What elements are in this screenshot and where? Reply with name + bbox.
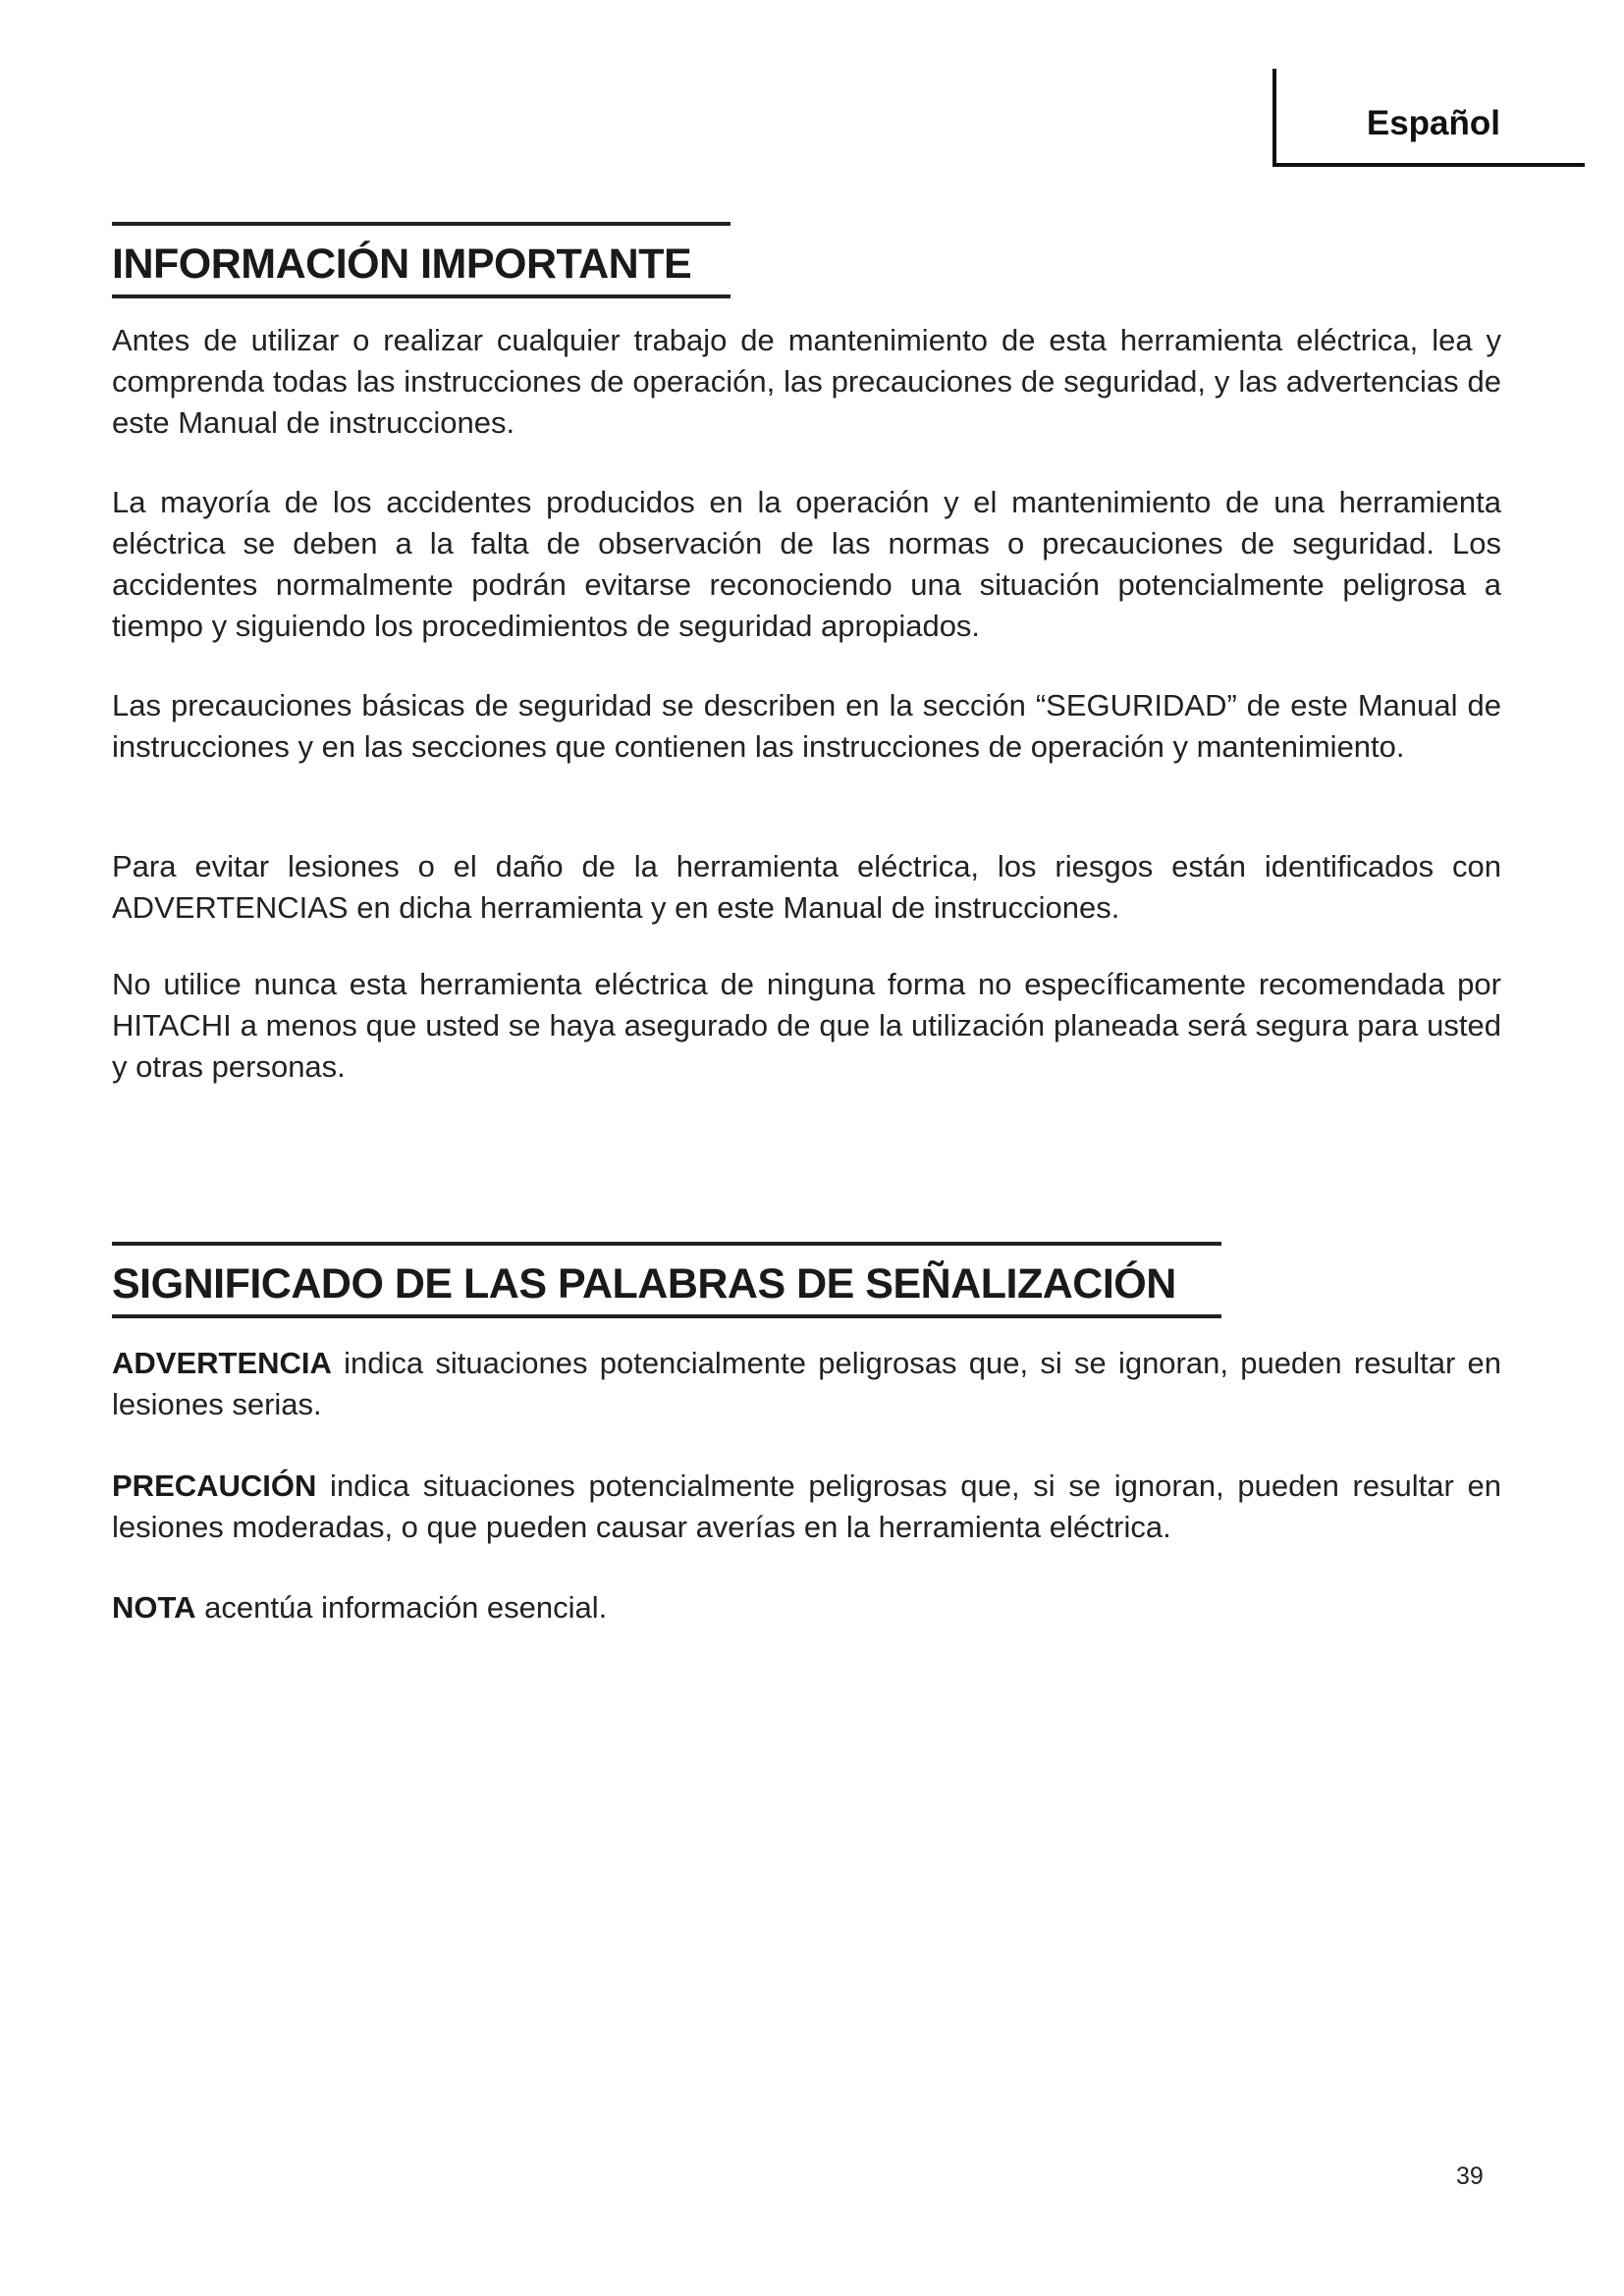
definition-text: indica situaciones potencialmente peligrosas que, si se ignoran, pueden resultar en lesiones moderadas, o que pueden causar averías en la herramienta eléctrica.	[112, 1468, 1501, 1544]
definition-term: NOTA	[112, 1590, 196, 1625]
definition-term: PRECAUCIÓN	[112, 1468, 317, 1503]
definition-text: indica situaciones potencialmente peligrosas que, si se ignoran, pueden resultar en lesiones serias.	[112, 1346, 1501, 1421]
paragraph-hazard-identification: Para evitar lesiones o el daño de la herramienta eléctrica, los riesgos están identificados con ADVERTENCIAS en dicha herramienta y en este Manual de instrucciones.	[112, 849, 1501, 925]
definition-term: ADVERTENCIA	[112, 1346, 332, 1380]
definition-caution	[112, 1466, 1501, 1548]
definition-text: acentúa información esencial.	[195, 1590, 608, 1625]
language-label: Español	[1366, 104, 1500, 142]
section-title-signal-words: SIGNIFICADO DE LAS PALABRAS DE SEÑALIZACIÓN	[112, 1242, 1221, 1318]
paragraph-basic-precautions: Las precauciones básicas de seguridad se describen en la sección “SEGURIDAD” de este Manual de instrucciones y en las secciones que contienen las instrucciones de operación y mantenimiento.	[112, 688, 1501, 764]
definition-note	[112, 1587, 1501, 1629]
paragraph-read-instructions: Antes de utilizar o realizar cualquier trabajo de mantenimiento de esta herramienta eléctrica, lea y comprenda todas las instrucciones de operación, las precauciones de seguridad, y las advertencias de este Manual de instrucciones.	[112, 323, 1501, 440]
definition-warning	[112, 1343, 1501, 1425]
language-tab	[1272, 69, 1585, 167]
page-number: 39	[1456, 2163, 1484, 2190]
paragraph-recommended-use: No utilice nunca esta herramienta eléctrica de ninguna forma no específicamente recomendada por HITACHI a menos que usted se haya asegurado de que la utilización planeada será segura para usted y otras personas.	[112, 967, 1501, 1084]
paragraph-accidents: La mayoría de los accidentes producidos en la operación y el mantenimiento de una herramienta eléctrica se deben a la falta de observación de las normas o precauciones de seguridad. Los accidentes normalmente podrán evitarse reconociendo una situación potencialmente peligrosa a tiempo y siguiendo los procedimientos de seguridad apropiados.	[112, 485, 1501, 643]
section-title-important-information: INFORMACIÓN IMPORTANTE	[112, 222, 731, 298]
